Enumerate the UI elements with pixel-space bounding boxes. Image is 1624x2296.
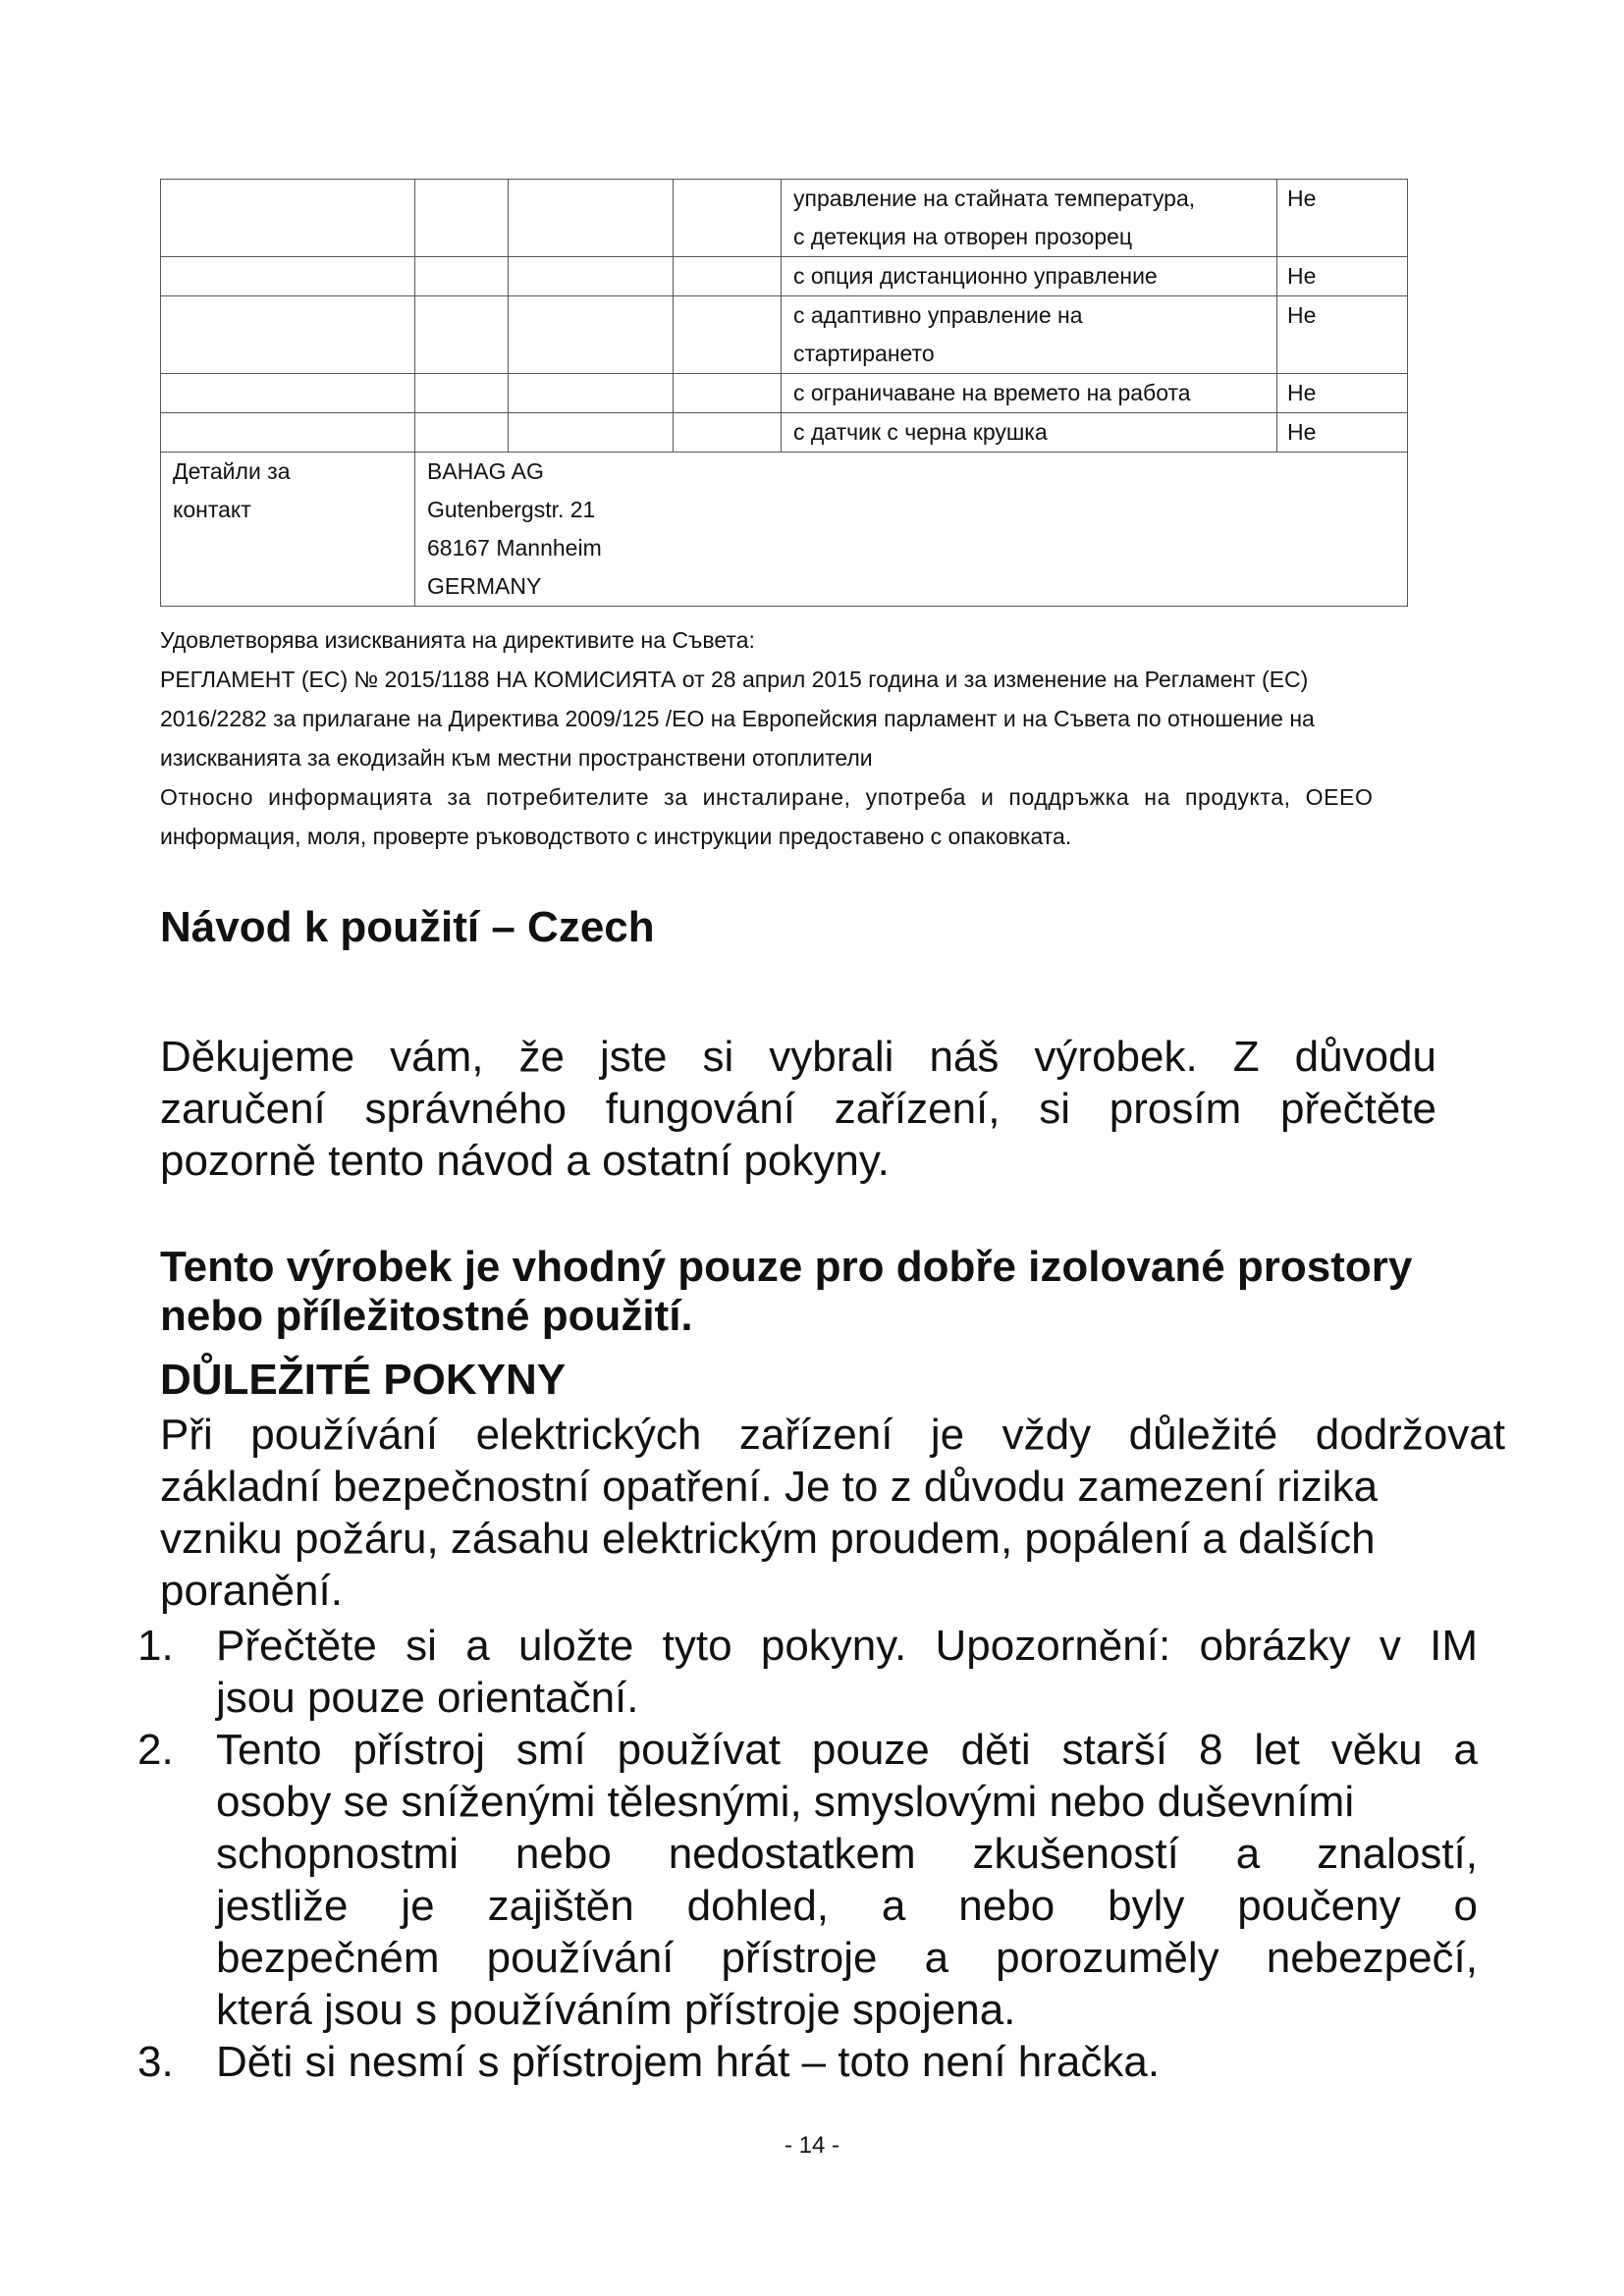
instruction-list: [137, 1620, 1478, 2088]
safety-paragraph: Při používání elektrických zařízení je vždy důležité dodržovat základní bezpečnostní opatření. Je to z důvodu zamezení rizika vzniku požáru, zásahu elektrickým proudem, popálení a dalších poranění.: [160, 1411, 1505, 1615]
feature-label: с датчик с черна крушка: [782, 413, 1277, 453]
regulation-line: 2016/2282 за прилагане на Директива 2009/125 /ЕО на Европейския парламент и на Съвета по отношение на: [160, 706, 1315, 731]
compliance-section: [160, 620, 1486, 856]
suitability-warning: Tento výrobek je vhodný pouze pro dobře izolované prostory nebo příležitostné použití.: [160, 1243, 1413, 1340]
info-line: Относно информацията за потребителите за инсталиране, употреба и поддръжка на продукта, ОЕЕО: [160, 784, 1374, 810]
important-heading: DŮLEŽITÉ POKYNY: [160, 1356, 567, 1404]
contact-address: BAHAG AG Gutenbergstr. 21 68167 Mannheim GERMANY: [415, 453, 1408, 607]
info-line: информация, моля, проверте ръководството с инструкции предоставено с опаковката.: [160, 824, 1072, 849]
feature-label: с ограничаване на времето на работа: [782, 374, 1277, 413]
feature-value: Не: [1277, 374, 1408, 413]
section-title: Návod k použití – Czech: [160, 903, 655, 951]
feature-value: Не: [1277, 296, 1408, 374]
item-number: 3.: [137, 2038, 174, 2086]
list-item: 3. Děti si nesmí s přístrojem hrát – toto není hračka.: [137, 2038, 1161, 2086]
regulation-line: изискванията за екодизайн към местни пространствени отоплители: [160, 745, 873, 771]
intro-paragraph: Děkujeme vám, že jste si vybrali náš výrobek. Z důvodu zaručení správného fungování zařízení, si prosím přečtěte pozorně tento návod a ostatní pokyny.: [160, 1033, 1436, 1185]
item-number: 1.: [137, 1622, 174, 1670]
feature-label: управление на стайната температура, с детекция на отворен прозорец: [782, 180, 1277, 257]
table-row: [161, 413, 1408, 453]
feature-value: Не: [1277, 180, 1408, 257]
contact-label: Детайли за контакт: [161, 453, 415, 607]
table-row: [161, 296, 1408, 374]
item-number: 2.: [137, 1726, 174, 1774]
table-row: [161, 257, 1408, 296]
feature-label: с опция дистанционно управление: [782, 257, 1277, 296]
compliance-heading: Удовлетворява изискванията на директивите на Съвета:: [160, 627, 755, 653]
page-number: - 14 -: [784, 2132, 839, 2159]
feature-label: с адаптивно управление на стартирането: [782, 296, 1277, 374]
contact-row: [161, 453, 1408, 607]
feature-value: Не: [1277, 413, 1408, 453]
spec-table: [160, 179, 1408, 607]
list-item: 2. Tento přístroj smí používat pouze děti starší 8 let věku a osoby se sníženými tělesnými, smyslovými nebo duševními schopnostmi nebo nedostatkem zkušeností a znalostí, jestliže je zajištěn dohled, a nebo byly poučeny o bezpečném používání přístroje a porozuměly nebezpečí, která jsou s používáním přístroje spojena.: [137, 1726, 1478, 2034]
table-row: [161, 374, 1408, 413]
table-row: [161, 180, 1408, 257]
feature-value: Не: [1277, 257, 1408, 296]
regulation-line: РЕГЛАМЕНТ (ЕС) № 2015/1188 НА КОМИСИЯТА от 28 април 2015 година и за изменение на Регламент (ЕС): [160, 667, 1309, 692]
list-item: 1. Přečtěte si a uložte tyto pokyny. Upozornění: obrázky v IM jsou pouze orientační.: [137, 1622, 1478, 1722]
